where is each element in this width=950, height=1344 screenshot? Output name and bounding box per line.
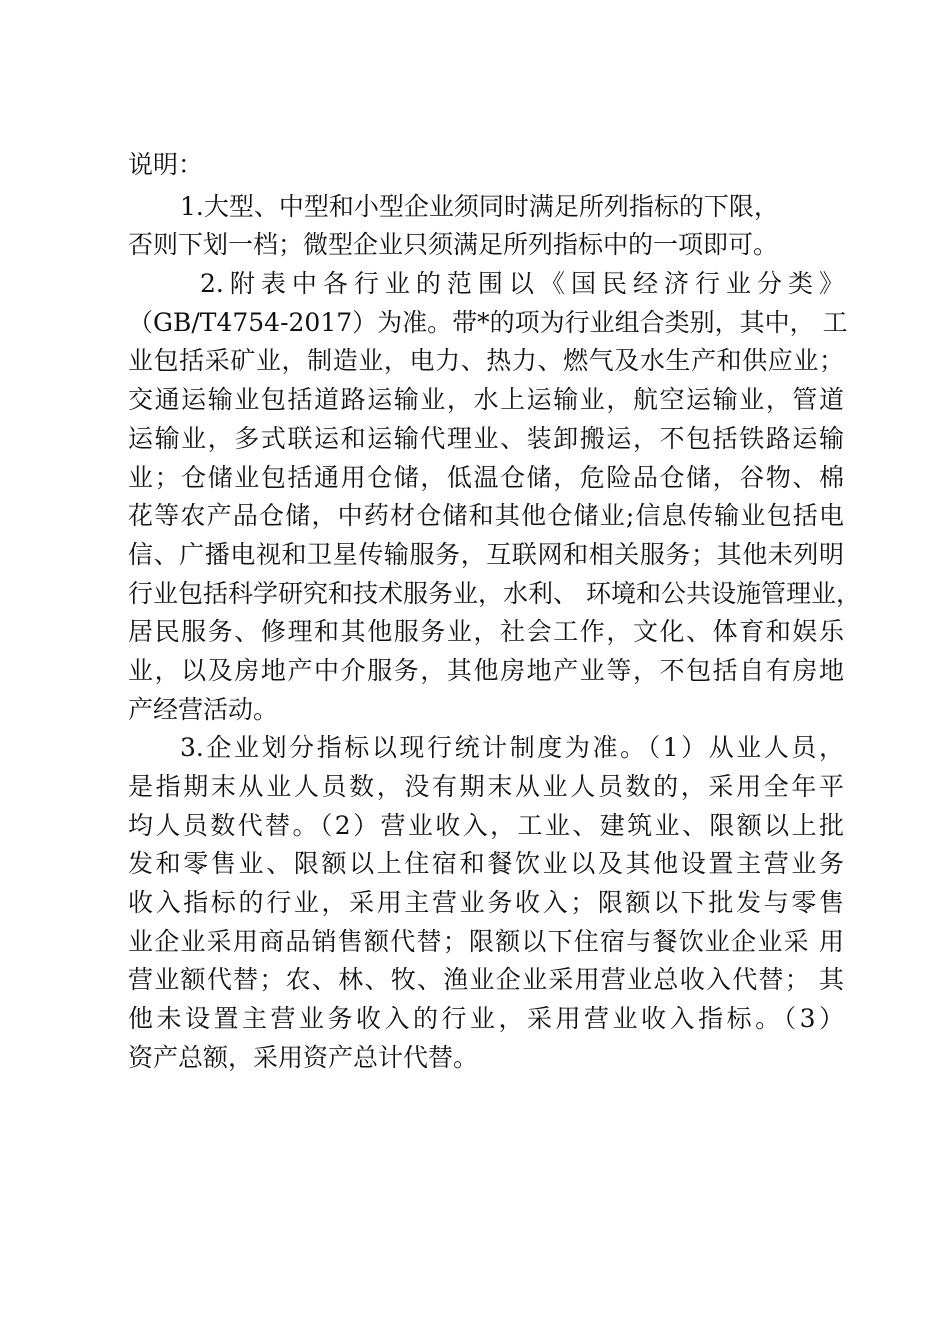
note-2-line: 产经营活动。 — [128, 694, 279, 724]
note-3-line: 他未设置主营业务收入的行业，采用营业收入指标。（3） — [128, 1004, 844, 1034]
note-3-line: 是指期末从业人员数，没有期末从业人员数的，采用全年平 — [128, 772, 844, 801]
note-3-line: 均人员数代替。（2）营业收入，工业、建筑业、限额以上批 — [128, 810, 844, 840]
note-2-line: （GB/T4754-2017）为准。带*的项为行业组合类别，其中， 工 — [128, 307, 848, 337]
note-3-line: 业企业采用商品销售额代替；限额以下住宿与餐饮业企业采 用 — [128, 926, 844, 956]
note-2-line: 交通运输业包括道路运输业，水上运输业，航空运输业，管道 — [128, 385, 844, 415]
note-2-line: 2.附表中各行业的范围以《国民经济行业分类》 — [200, 269, 844, 299]
note-1-line: 否则下划一档；微型企业只须满足所列指标中的一项即可。 — [128, 230, 779, 260]
note-2-line: 花等农产品仓储，中药材仓储和其他仓储业;信息传输业包括电 — [128, 501, 844, 531]
notes-heading: 说明： — [128, 150, 204, 179]
note-2-line: 信、广播电视和卫星传输服务，互联网和相关服务；其他未列明 — [128, 539, 844, 569]
note-2-line: 业包括采矿业，制造业，电力、热力、燃气及水生产和供应业； — [128, 346, 844, 376]
note-2-line: 业，以及房地产中介服务，其他房地产业等，不包括自有房地 — [128, 655, 844, 685]
note-2-line: 行业包括科学研究和技术服务业，水利、 环境和公共设施管理业， — [128, 578, 861, 608]
note-2-line: 居民服务、修理和其他服务业，社会工作，文化、体育和娱乐 — [128, 617, 844, 647]
note-3-line: 3.企业划分指标以现行统计制度为准。（1）从业人员， — [180, 733, 844, 763]
document-body — [128, 146, 861, 1078]
note-2-line: 运输业，多式联运和运输代理业、装卸搬运，不包括铁路运输 — [128, 423, 844, 453]
note-3-line: 发和零售业、限额以上住宿和餐饮业以及其他设置主营业务 — [128, 849, 844, 879]
note-3-line: 收入指标的行业，采用主营业务收入；限额以下批发与零售 — [128, 888, 844, 918]
note-1-line: 1.大型、中型和小型企业须同时满足所列指标的下限， — [180, 191, 779, 221]
note-3-line: 营业额代替；农、林、牧、渔业企业采用营业总收入代替； 其 — [128, 965, 844, 995]
note-3-line: 资产总额，采用资产总计代替。 — [128, 1042, 479, 1072]
note-2-line: 业；仓储业包括通用仓储，低温仓储，危险品仓储，谷物、棉 — [128, 462, 844, 492]
